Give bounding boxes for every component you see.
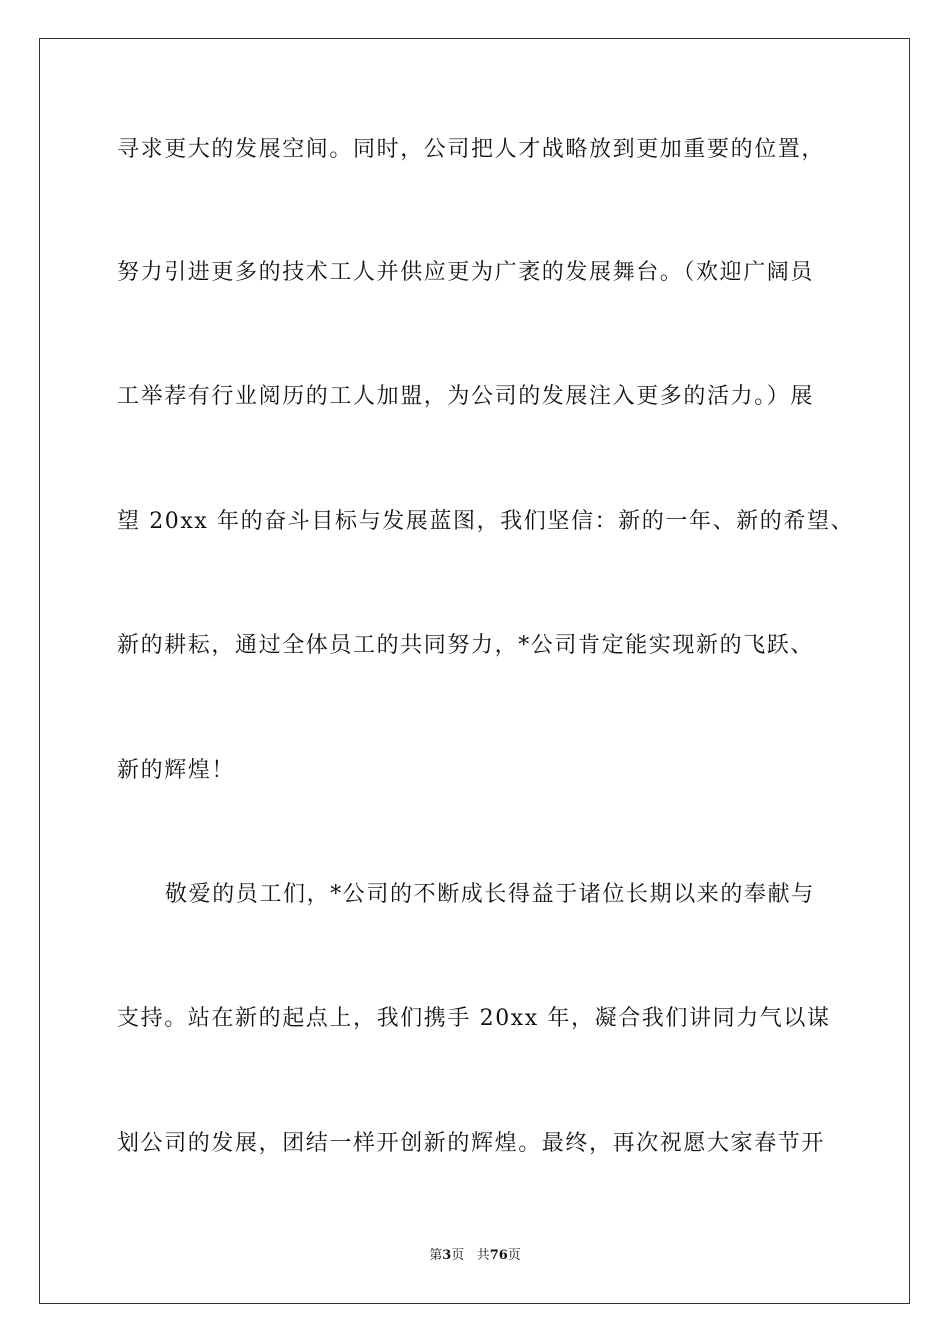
body-line-6: 新的辉煌！ bbox=[117, 758, 236, 783]
total-prefix: 共 bbox=[476, 1248, 490, 1263]
body-line-4: 望 20xx 年的奋斗目标与发展蓝图，我们坚信：新的一年、新的希望、 bbox=[117, 509, 855, 534]
body-line-9: 划公司的发展，团结一样开创新的辉煌。最终，再次祝愿大家春节开 bbox=[117, 1131, 826, 1156]
page-frame bbox=[39, 38, 910, 1304]
body-line-5: 新的耕耘，通过全体员工的共同努力，*公司肯定能实现新的飞跃、 bbox=[117, 633, 815, 658]
page-number: 3 bbox=[442, 1248, 452, 1263]
page-prefix: 第 bbox=[429, 1248, 443, 1263]
body-line-2: 努力引进更多的技术工人并供应更为广袤的发展舞台。（欢迎广阔员 bbox=[117, 260, 815, 285]
total-suffix: 页 bbox=[507, 1248, 521, 1263]
page-footer bbox=[0, 1247, 950, 1265]
body-line-1: 寻求更大的发展空间。同时，公司把人才战略放到更加重要的位置， bbox=[117, 137, 826, 162]
body-line-8: 支持。站在新的起点上，我们携手 20xx 年，凝合我们讲同力气以谋 bbox=[117, 1006, 831, 1031]
page-suffix: 页 bbox=[451, 1248, 465, 1263]
body-line-3: 工举荐有行业阅历的工人加盟，为公司的发展注入更多的活力。）展 bbox=[117, 384, 815, 409]
paragraph-start-line: 敬爱的员工们，*公司的不断成长得益于诸位长期以来的奉献与 bbox=[165, 882, 815, 907]
total-pages: 76 bbox=[489, 1248, 508, 1263]
